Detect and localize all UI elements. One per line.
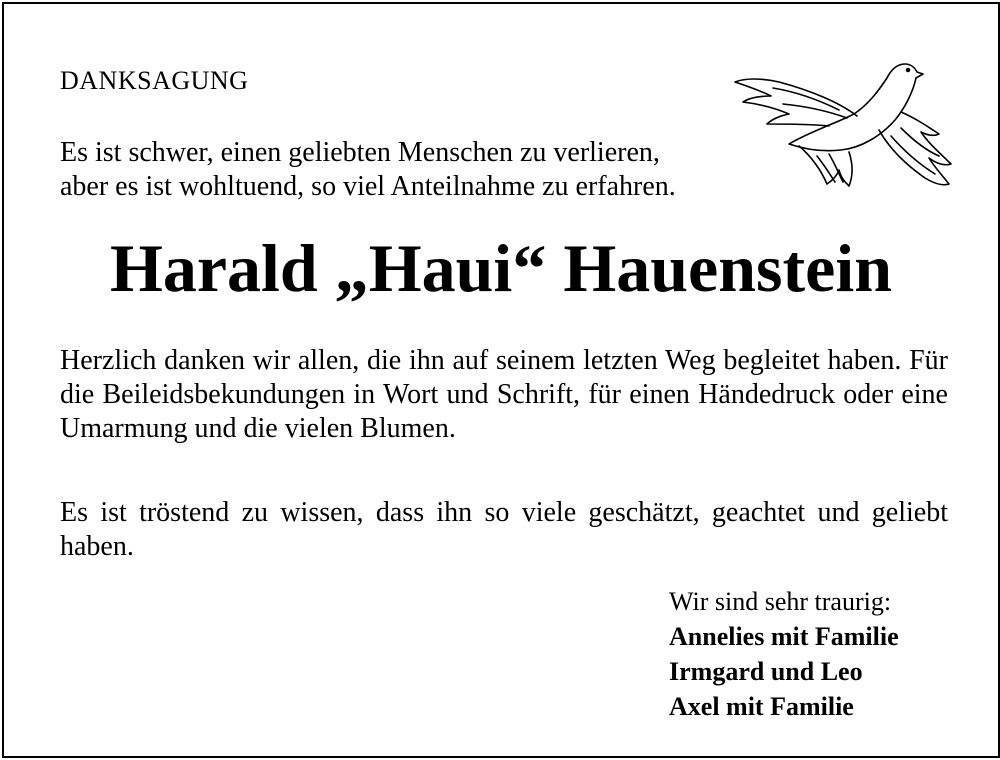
intro-text	[60, 136, 780, 204]
signature-intro: Wir sind sehr traurig:	[669, 587, 892, 616]
notice-heading: DANKSAGUNG	[60, 66, 249, 95]
signature-name: Annelies mit Familie	[669, 622, 899, 651]
deceased-name: Harald „Haui“ Hauenstein	[109, 230, 893, 306]
intro-line: aber es ist wohltuend, so viel Anteilnahme zu erfahren.	[60, 171, 676, 202]
obituary-notice-frame	[2, 2, 1000, 758]
thanks-paragraph: Herzlich danken wir allen, die ihn auf seinem letzten Weg begleitet haben. Für die Beileidsbekundungen in Wort und Schrift, für einen Händedruck oder eine Umarmung und die vielen Blumen.	[60, 345, 948, 444]
signature-name: Axel mit Familie	[669, 692, 854, 721]
intro-line: Es ist schwer, einen geliebten Menschen zu verlieren,	[60, 137, 660, 168]
signature-name: Irmgard und Leo	[669, 657, 863, 686]
signature-block	[669, 584, 899, 724]
comfort-paragraph: Es ist tröstend zu wissen, dass ihn so viele geschätzt, geachtet und geliebt haben.	[60, 497, 948, 562]
